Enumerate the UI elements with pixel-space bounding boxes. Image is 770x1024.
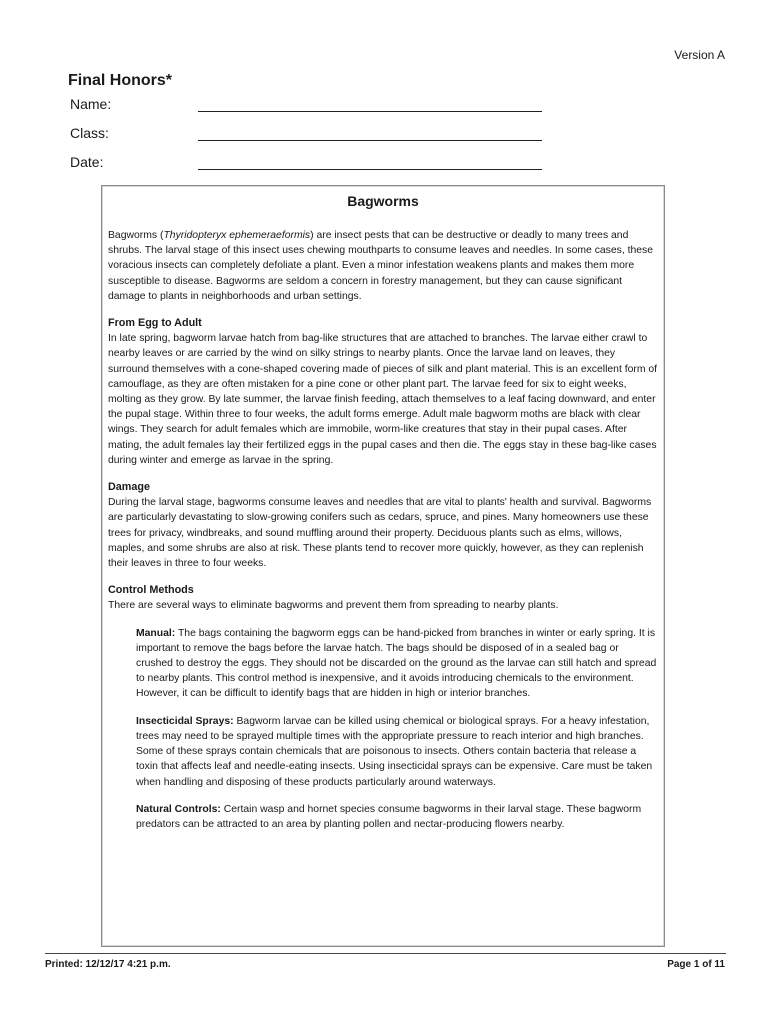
section-egg-to-adult — [108, 316, 658, 468]
class-blank-line — [198, 140, 542, 141]
section-heading: From Egg to Adult — [108, 317, 202, 330]
date-field — [70, 154, 542, 174]
method-label: Manual: — [136, 627, 176, 639]
name-blank-line — [198, 111, 542, 112]
passage-title: Bagworms — [347, 193, 419, 209]
intro-paragraph: Bagworms (Thyridopteryx ephemeraeformis) are insect pests that can be destructive or deadly to many trees and shrubs. The larval stage of this insect uses chewing mouthparts to consume leaves and needles. In some cases, these voracious insects can completely defoliate a plant. Even a minor infestation weakens plants and makes them more susceptible to disease. Bagworms are seldom a concern in forestry management, but they can cause significant damage to plants in neighborhoods and urban settings. — [108, 230, 654, 302]
class-field — [70, 125, 542, 145]
method-label: Natural Controls: — [136, 803, 221, 815]
footer-divider — [45, 953, 726, 954]
date-label: Date: — [70, 154, 104, 170]
page-title: Final Honors* — [68, 72, 173, 89]
reading-passage[interactable] — [101, 185, 665, 947]
section-control-methods — [108, 583, 658, 613]
name-field — [70, 96, 542, 116]
section-text: There are several ways to eliminate bagworms and prevent them from spreading to nearby plants. — [108, 600, 559, 612]
section-heading: Damage — [108, 481, 151, 494]
method-label: Insecticidal Sprays: — [136, 715, 234, 727]
class-label: Class: — [70, 125, 109, 141]
name-label: Name: — [70, 96, 112, 112]
scientific-name: Thyridopteryx ephemeraeformis — [163, 230, 311, 241]
section-text: During the larval stage, bagworms consume leaves and needles that are vital to plants' health and survival. Bagworms are particularly devastating to slow-growing conifers such as cedars, spruce, and pines. Many homeowners use these trees for privacy, windbreaks, and sound muffling around their property. Deciduous plants such as elms, willows, maples, and some shrubs are also at risk. These plants tend to recover more quickly, however, as they can replenish their leaves in three to four weeks. — [108, 497, 652, 570]
printed-timestamp: Printed: 12/12/17 4:21 p.m. — [45, 959, 171, 970]
version-label: Version A — [674, 48, 725, 62]
page-number: Page 1 of 11 — [667, 959, 725, 970]
date-blank-line — [198, 169, 542, 170]
section-text: In late spring, bagworm larvae hatch from bag-like structures that are attached to branches. The larvae either crawl to nearby leaves or are carried by the wind on silky strings to nearby plants. Once the larvae land on leaves, they surround themselves with a cone-shaped covering made of pieces of silk and plant material. This is an excellent form of camouflage, as they are often mistaken for a pine cone or other plant part. The larvae feed for six to eight weeks, molting as they grow. By late summer, the larvae finish feeding, attach themselves to a leaf facing downward, and enter the pupal stage. Within three to four weeks, the adult forms emerge. Adult male bagworm moths are black with clear wings. They search for adult females which are immobile, worm-like creatures that stay in their pupal cases. After mating, the adult females lay their fertilized eggs in the pupal cases and then die. The eggs stay in these bag-like cases during winter and emerge as larvae in the spring. — [108, 333, 658, 466]
method-manual: Manual: The bags containing the bagworm eggs can be hand-picked from branches in winter or early spring. It is important to remove the bags before the larvae hatch. The bags should be disposed of in a sealed bag or crushed to destroy the eggs. They should not be discarded on the ground as the larvae can still hatch and spread to nearby plants. This control method is inexpensive, and it avoids introducing chemicals to the environment. However, it can be difficult to identify bags that are hidden in high or interior branches. — [136, 627, 657, 700]
section-damage — [108, 480, 658, 571]
section-heading: Control Methods — [108, 584, 194, 597]
method-natural-controls: Natural Controls: Certain wasp and hornet species consume bagworms in their larval stage. These bagworm predators can be attracted to an area by planting pollen and nectar-producing flowers nearby. — [136, 803, 642, 830]
method-insecticidal-sprays: Insecticidal Sprays: Bagworm larvae can be killed using chemical or biological sprays. For a heavy infestation, trees may need to be sprayed multiple times with the appropriate pressure to reach interior and high branches. Some of these sprays contain chemicals that are poisonous to insects. Others contain bacteria that release a toxin that affects leaf and needle-eating insects. Using insecticidal sprays can be expensive. Care must be taken when handling and disposing of these products particularly around waterways. — [136, 715, 653, 788]
